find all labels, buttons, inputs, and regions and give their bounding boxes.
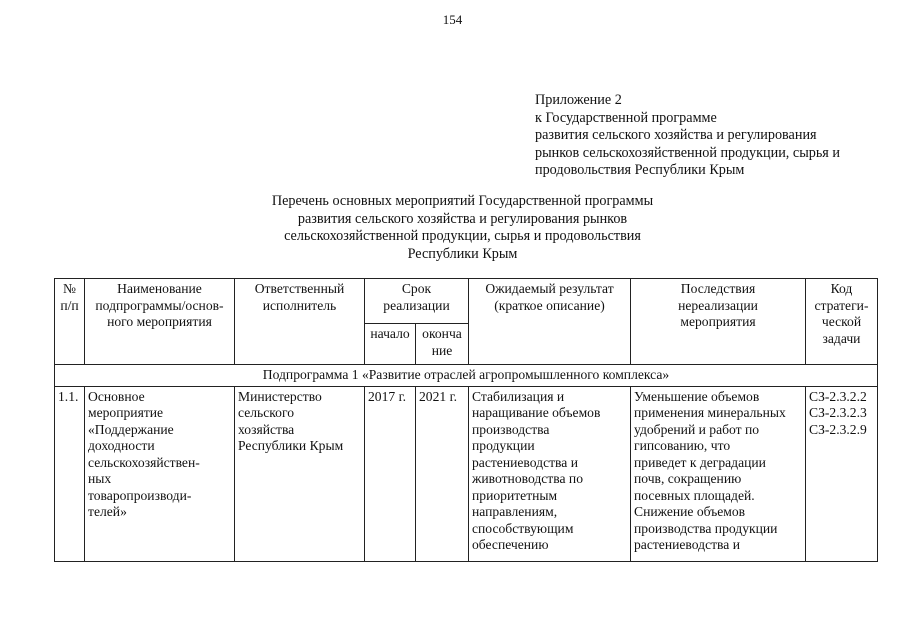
appendix-note xyxy=(535,92,840,180)
header-num: № п/п xyxy=(55,279,85,365)
appendix-line: Приложение 2 xyxy=(535,92,622,108)
row-num: 1.1. xyxy=(55,386,85,561)
page-number: 154 xyxy=(442,12,463,27)
appendix-line: продовольствия Республики Крым xyxy=(535,162,745,178)
header-code: Код стратеги- ческой задачи xyxy=(806,279,878,365)
header-start: начало xyxy=(365,324,416,365)
row-name: Основное мероприятие «Поддержание доходности сельскохозяйствен- ных товаропроизводи- телей» xyxy=(85,386,235,561)
title-line: Республики Крым xyxy=(407,245,518,262)
row-start: 2017 г. xyxy=(365,386,416,561)
title-line: развития сельского хозяйства и регулирования рынков xyxy=(297,210,628,227)
title-line: Перечень основных мероприятий Государственной программы xyxy=(271,193,654,209)
header-executor: Ответственный исполнитель xyxy=(235,279,365,365)
row-end: 2021 г. xyxy=(416,386,469,561)
header-consequences: Последствия нереализации мероприятия xyxy=(631,279,806,365)
table-row xyxy=(55,386,878,561)
header-name: Наименование подпрограммы/основ- ного мероприятия xyxy=(85,279,235,365)
header-result: Ожидаемый результат (краткое описание) xyxy=(469,279,631,365)
subprogram-title: Подпрограмма 1 «Развитие отраслей агропромышленного комплекса» xyxy=(55,365,878,387)
header-end: оконча ние xyxy=(416,324,469,365)
row-codes: СЗ-2.3.2.2 СЗ-2.3.2.3 СЗ-2.3.2.9 xyxy=(806,386,878,561)
table-header-row xyxy=(55,279,878,324)
measures-table xyxy=(54,278,878,562)
document-title xyxy=(200,193,725,263)
row-consequences: Уменьшение объемов применения минеральных удобрений и работ по гипсованию, что приведет к деградации почв, сокращению посевных площадей. Снижение объемов производства продукции растениеводства и xyxy=(631,386,806,561)
appendix-line: рынков сельскохозяйственной продукции, сырья и xyxy=(535,144,840,161)
subprogram-row xyxy=(55,365,878,387)
appendix-line: к Государственной программе xyxy=(535,109,717,126)
header-term: Срок реализации xyxy=(365,279,469,324)
title-line: сельскохозяйственной продукции, сырья и продовольствия xyxy=(284,228,641,244)
row-executor: Министерство сельского хозяйства Республики Крым xyxy=(235,386,365,561)
row-result: Стабилизация и наращивание объемов производства продукции растениеводства и животноводства по приоритетным направлениям, способствующим обеспечению xyxy=(469,386,631,561)
appendix-line: развития сельского хозяйства и регулирования xyxy=(535,127,817,143)
